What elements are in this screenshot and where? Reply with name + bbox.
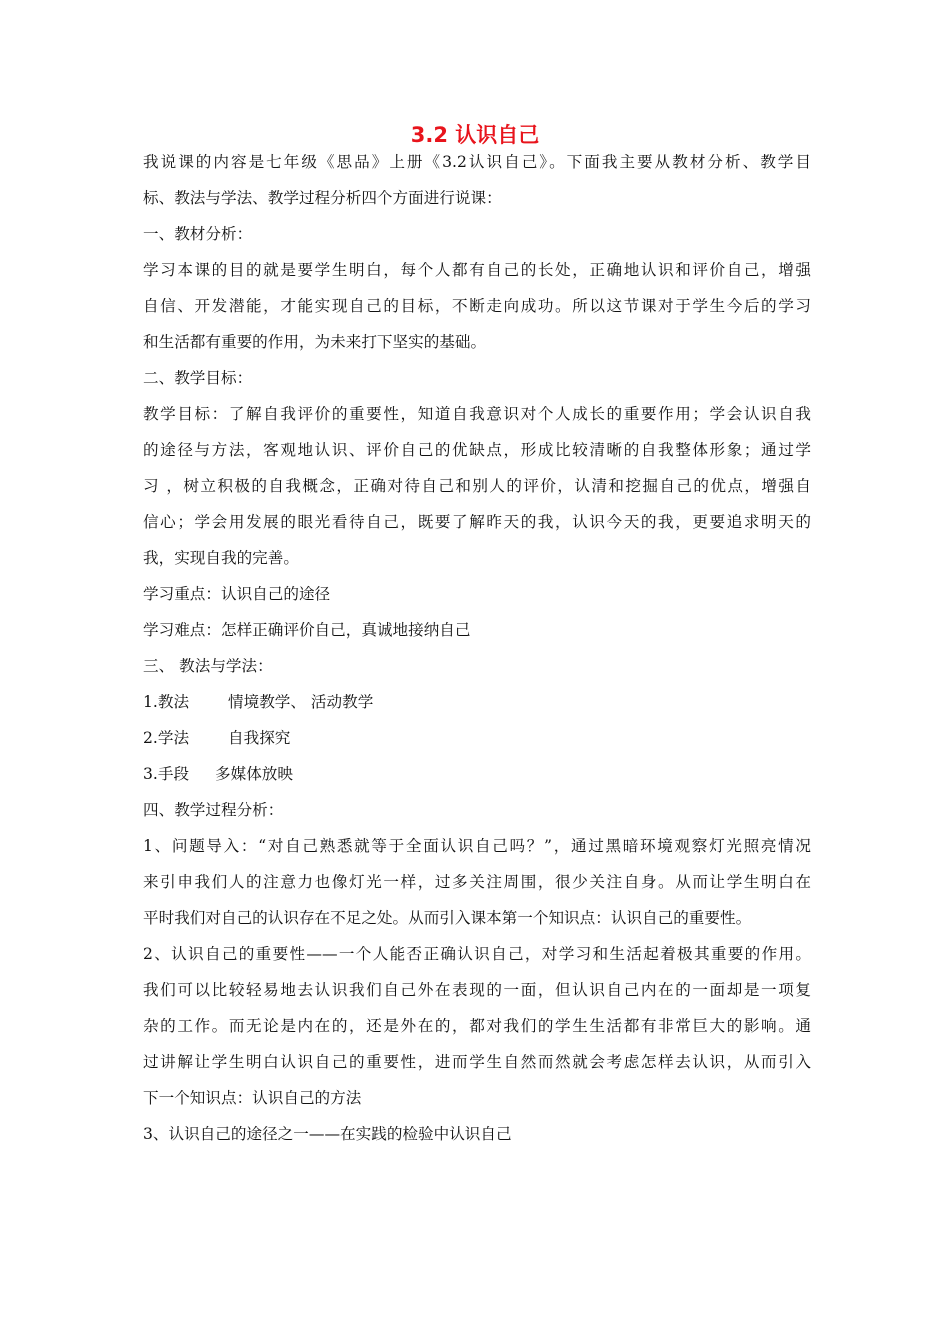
- section4-line-5: 我们可以比较轻易地去认识我们自己外在表现的一面，但认识自己内在的一面却是一项复: [143, 981, 811, 999]
- section4-line-8: 下一个知识点：认识自己的方法: [143, 1089, 362, 1107]
- method-label: 3.手段: [143, 765, 190, 783]
- section2-line-4: 信心；学会用发展的眼光看待自己，既要了解昨天的我，认识今天的我，更要追求明天的: [143, 513, 811, 531]
- section4-line-7: 过讲解让学生明白认识自己的重要性，进而学生自然而然就会考虑怎样去认识，从而引入: [143, 1053, 811, 1071]
- intro-line-1: 我说课的内容是七年级《思品》上册《3.2认识自己》。下面我主要从教材分析、教学目: [143, 153, 811, 171]
- section1-line-2: 自信、开发潜能，才能实现自己的目标，不断走向成功。所以这节课对于学生今后的学习: [143, 297, 811, 315]
- document-title: 3.2 认识自己: [410, 123, 540, 147]
- section4-line-9: 3、认识自己的途径之一——在实践的检验中认识自己: [143, 1125, 512, 1143]
- key-point: 学习重点：认识自己的途径: [143, 585, 331, 603]
- method-label: 2.学法: [143, 729, 190, 747]
- section4-line-1: 1、问题导入：“对自己熟悉就等于全面认识自己吗？”，通过黑暗环境观察灯光照亮情况: [143, 837, 811, 855]
- method-item-2: [143, 724, 811, 760]
- section4-line-2: 来引申我们人的注意力也像灯光一样，过多关注周围，很少关注自身。从而让学生明白在: [143, 873, 811, 891]
- section2-line-1: 教学目标：了解自我评价的重要性，知道自我意识对个人成长的重要作用；学会认识自我: [143, 405, 811, 423]
- method-value: 情境教学、 活动教学: [228, 693, 374, 711]
- section4-line-6: 杂的工作。而无论是内在的，还是外在的，都对我们的学生生活都有非常巨大的影响。通: [143, 1017, 811, 1035]
- section-heading-2: 二、教学目标：: [143, 369, 253, 387]
- intro-line-2: 标、教法与学法、教学过程分析四个方面进行说课：: [143, 189, 502, 207]
- method-value: 自我探究: [228, 729, 291, 747]
- section2-line-5: 我，实现自我的完善。: [143, 549, 299, 567]
- section-heading-3: 三、 教法与学法：: [143, 657, 273, 675]
- method-item-3: [143, 760, 811, 796]
- method-value: 多媒体放映: [215, 765, 293, 783]
- method-label: 1.教法: [143, 693, 190, 711]
- section2-line-3: 习 ，树立积极的自我概念，正确对待自己和别人的评价，认清和挖掘自己的优点，增强自: [143, 477, 811, 495]
- section1-line-1: 学习本课的目的就是要学生明白，每个人都有自己的长处，正确地认识和评价自己，增强: [143, 261, 811, 279]
- section-heading-4: 四、教学过程分析：: [143, 801, 284, 819]
- section-heading-1: 一、教材分析：: [143, 225, 253, 243]
- section4-line-4: 2、认识自己的重要性——一个人能否正确认识自己，对学习和生活起着极其重要的作用。: [143, 945, 811, 963]
- difficult-point: 学习难点：怎样正确评价自己，真诚地接纳自己: [143, 621, 471, 639]
- section1-line-3: 和生活都有重要的作用，为未来打下坚实的基础。: [143, 333, 487, 351]
- section4-line-3: 平时我们对自己的认识存在不足之处。从而引入课本第一个知识点：认识自己的重要性。: [143, 909, 752, 927]
- method-item-1: [143, 688, 811, 724]
- section2-line-2: 的途径与方法，客观地认识、评价自己的优缺点，形成比较清晰的自我整体形象；通过学: [143, 441, 811, 459]
- document-body: [143, 148, 811, 1156]
